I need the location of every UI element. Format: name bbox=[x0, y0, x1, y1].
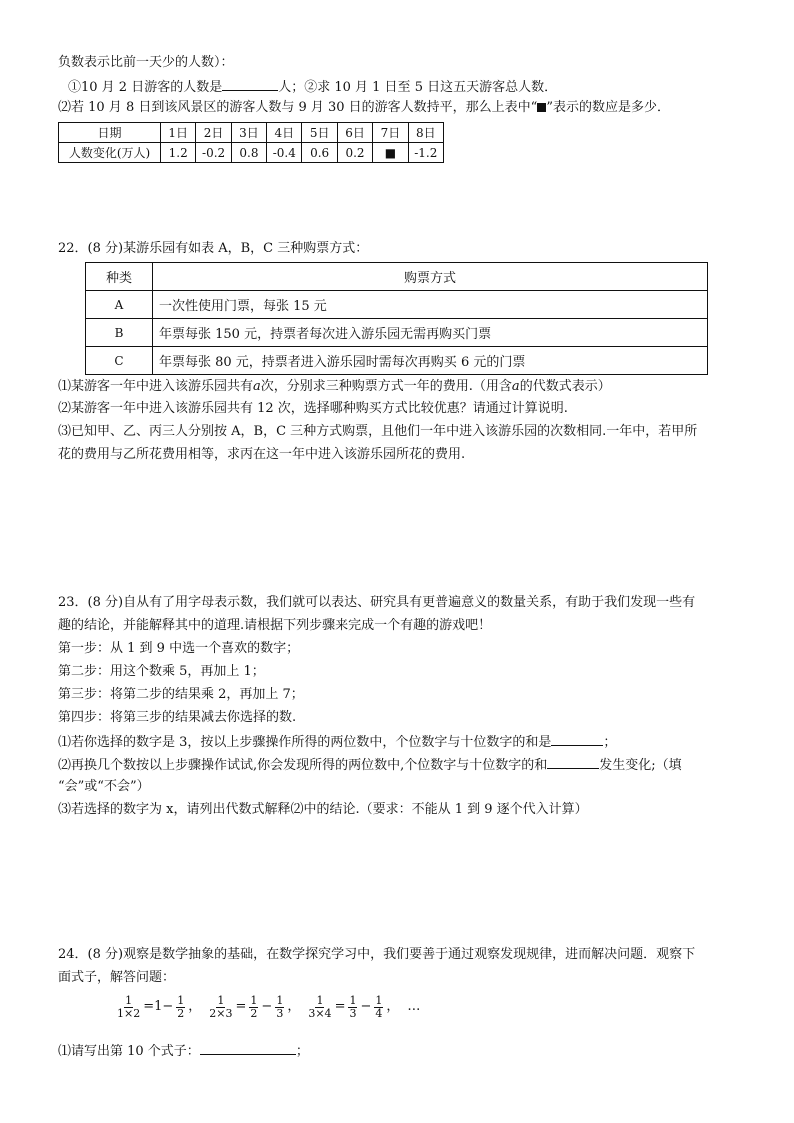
q23-part2 bbox=[58, 755, 682, 775]
fraction bbox=[249, 995, 258, 1020]
q22-table-method: 年票每张 80 元，持票者进入游乐园时需每次再购买 6 元的门票 bbox=[153, 347, 708, 375]
q22-table-col-method: 购票方式 bbox=[153, 263, 708, 291]
q21-table-row-label: 人数变化(万人) bbox=[59, 143, 161, 163]
fraction-numerator: 1 bbox=[250, 993, 258, 1007]
q21-part1-text-b: 人；②求 10 月 1 日至 5 日这五天游客总人数． bbox=[278, 80, 558, 95]
q21-table-header-label: 日期 bbox=[59, 123, 161, 143]
q21-table-value: 0.6 bbox=[302, 143, 337, 163]
formula-operator: − bbox=[261, 999, 273, 1014]
q21-table-day: 1日 bbox=[161, 123, 196, 143]
q21-table-value: -1.2 bbox=[408, 143, 443, 163]
q21-table-day: 3日 bbox=[231, 123, 266, 143]
formula-separator: ， bbox=[287, 999, 301, 1014]
q21-table-day: 2日 bbox=[196, 123, 231, 143]
q24-part1-text-a: ⑴请写出第 10 个式子： bbox=[58, 1044, 200, 1059]
q21-part2-text-b: ”表示的数应是多少． bbox=[546, 100, 670, 115]
fraction bbox=[348, 995, 357, 1020]
q24-formula bbox=[117, 994, 201, 1020]
q21-part1-text-a: ①10 月 2 日游客的人数是 bbox=[68, 80, 223, 95]
q23-part1-blank[interactable] bbox=[551, 732, 603, 746]
fraction-numerator: 1 bbox=[177, 993, 185, 1007]
q24-line2: 面式子，解答问题： bbox=[58, 970, 176, 985]
formula-operator: = bbox=[334, 999, 346, 1014]
formula-separator: ， bbox=[386, 999, 400, 1014]
fraction-denominator: 4 bbox=[375, 1006, 383, 1020]
q23-part1-text-b: ； bbox=[603, 735, 617, 750]
q23-part1-text-a: ⑴若你选择的数字是 3，按以上步骤操作所得的两位数中，个位数字与十位数字的和是 bbox=[58, 735, 552, 750]
fraction-numerator: 1 bbox=[276, 993, 284, 1007]
q21-table-day: 6日 bbox=[337, 123, 372, 143]
q24-part1 bbox=[58, 1041, 309, 1061]
q23-step2: 第二步：用这个数乘 5，再加上 1； bbox=[58, 664, 265, 679]
fraction-numerator: 1 bbox=[375, 993, 383, 1007]
q21-table-value: 0.8 bbox=[231, 143, 266, 163]
q22-table-type: B bbox=[86, 319, 153, 347]
q23-part2-blank[interactable] bbox=[547, 755, 599, 769]
fraction-numerator: 1 bbox=[349, 993, 357, 1007]
formula-separator: ， bbox=[188, 999, 202, 1014]
q23-step3: 第三步：将第二步的结果乘 2，再加上 7； bbox=[58, 687, 304, 702]
q23-part2-text-a: ⑵再换几个数按以上步骤操作试试,你会发现所得的两位数中,个位数字与十位数字的和 bbox=[58, 758, 548, 773]
q24-line1: 24．(8 分)观察是数学抽象的基础，在数学探究学习中，我们要善于通过观察发现规律，进而解决问题．观察下 bbox=[58, 947, 696, 962]
q23-part3: ⑶若选择的数字为 x，请列出代数式解释⑵中的结论.（要求：不能从 1 到 9 逐个代入计算） bbox=[58, 802, 588, 817]
fraction-denominator: 3×4 bbox=[308, 1006, 332, 1020]
black-square-icon bbox=[537, 103, 546, 112]
q22-table-row bbox=[86, 319, 708, 347]
q21-table-value: -0.4 bbox=[267, 143, 302, 163]
q21-table-day: 5日 bbox=[302, 123, 337, 143]
q21-part2-text-a: ⑵若 10 月 8 日到该风景区的游客人数与 9 月 30 日的游客人数持平，那么上表中“ bbox=[58, 100, 538, 115]
q23-line1: 23．(8 分)自从有了用字母表示数，我们就可以表达、研究具有更普遍意义的数量关系，有助于我们发现一些有 bbox=[58, 595, 696, 610]
q22-part1-text-b: 次，分别求三种购票方式一年的费用.（用含 bbox=[260, 379, 512, 394]
formula-operator: =1− bbox=[143, 999, 174, 1014]
q22-table-type: C bbox=[86, 347, 153, 375]
fraction-denominator: 2×3 bbox=[209, 1006, 233, 1020]
formula-operator: − bbox=[360, 999, 372, 1014]
fraction bbox=[308, 995, 331, 1020]
q23-part2-text-b: 发生变化;（填 bbox=[599, 758, 682, 773]
q22-part1-variable2: a bbox=[511, 379, 520, 394]
q23-step1: 第一步：从 1 到 9 中选一个喜欢的数字； bbox=[58, 641, 300, 656]
q22-table-header-row bbox=[86, 263, 708, 291]
q21-table-value: 0.2 bbox=[337, 143, 372, 163]
q21-table-day: 8日 bbox=[408, 123, 443, 143]
q22-part3-line1: ⑶已知甲、乙、丙三人分别按 A，B，C 三种方式购票，且他们一年中进入该游乐园的次数相同.一年中，若甲所 bbox=[58, 424, 698, 439]
fraction bbox=[209, 995, 232, 1020]
q23-step4: 第四步：将第三步的结果减去你选择的数. bbox=[58, 710, 297, 725]
q23-part1 bbox=[58, 732, 616, 752]
q21-table-value-row bbox=[59, 143, 444, 163]
q21-table-header-row bbox=[59, 123, 444, 143]
q21-table bbox=[58, 122, 444, 163]
q21-part2 bbox=[58, 99, 670, 117]
fraction bbox=[176, 995, 185, 1020]
fraction bbox=[374, 995, 383, 1020]
q24-part1-blank[interactable] bbox=[200, 1041, 296, 1055]
q24-formula bbox=[308, 994, 399, 1020]
q22-table-col-type: 种类 bbox=[86, 263, 153, 291]
fraction-denominator: 2 bbox=[177, 1006, 185, 1020]
q22-table bbox=[85, 262, 708, 375]
fraction-denominator: 3 bbox=[276, 1006, 284, 1020]
fraction bbox=[275, 995, 284, 1020]
q22-part1 bbox=[58, 378, 611, 396]
fraction-denominator: 2 bbox=[250, 1006, 258, 1020]
q24-formula bbox=[209, 994, 300, 1020]
q21-part1 bbox=[68, 77, 557, 97]
q23-line2: 趣的结论，并能解释其中的道理.请根据下列步骤来完成一个有趣的游戏吧！ bbox=[58, 618, 492, 633]
fraction-numerator: 1 bbox=[125, 993, 133, 1007]
fraction-denominator: 1×2 bbox=[117, 1006, 141, 1020]
q22-part3-line2: 花的费用与乙所花费用相等，求丙在这一年中进入该游乐园所花的费用. bbox=[58, 447, 466, 462]
q23-part2-line2: “会”或“不会”） bbox=[58, 779, 150, 794]
q21-table-value: 1.2 bbox=[161, 143, 196, 163]
q22-part2: ⑵某游客一年中进入该游乐园共有 12 次，选择哪种购买方式比较优惠？请通过计算说明. bbox=[58, 401, 568, 416]
q22-table-type: A bbox=[86, 291, 153, 319]
q21-part1-blank[interactable] bbox=[222, 77, 278, 91]
q21-intro-tail: 负数表示比前一天少的人数）： bbox=[58, 55, 234, 70]
fraction-numerator: 1 bbox=[316, 993, 324, 1007]
fraction-denominator: 3 bbox=[349, 1006, 357, 1020]
fraction-numerator: 1 bbox=[217, 993, 225, 1007]
q22-part1-text-a: ⑴某游客一年中进入该游乐园共有 bbox=[58, 379, 254, 394]
q21-table-value: -0.2 bbox=[196, 143, 231, 163]
q22-table-row bbox=[86, 291, 708, 319]
q22-title: 22．(8 分)某游乐园有如表 A，B，C 三种购票方式： bbox=[58, 241, 369, 256]
q22-table-row bbox=[86, 347, 708, 375]
q22-part1-text-c: 的代数式表示） bbox=[519, 379, 611, 394]
formula-operator: = bbox=[235, 999, 247, 1014]
q22-table-method: 一次性使用门票，每张 15 元 bbox=[153, 291, 708, 319]
q24-part1-text-b: ； bbox=[295, 1044, 309, 1059]
q24-formulas bbox=[117, 994, 420, 1020]
q21-table-day: 7日 bbox=[373, 123, 408, 143]
fraction bbox=[117, 995, 140, 1020]
q21-table-day: 4日 bbox=[267, 123, 302, 143]
q22-table-method: 年票每张 150 元，持票者每次进入游乐园无需再购买门票 bbox=[153, 319, 708, 347]
formula-ellipsis: … bbox=[407, 999, 421, 1014]
q21-table-value: ■ bbox=[373, 143, 408, 163]
q22-part1-variable: a bbox=[253, 379, 261, 394]
